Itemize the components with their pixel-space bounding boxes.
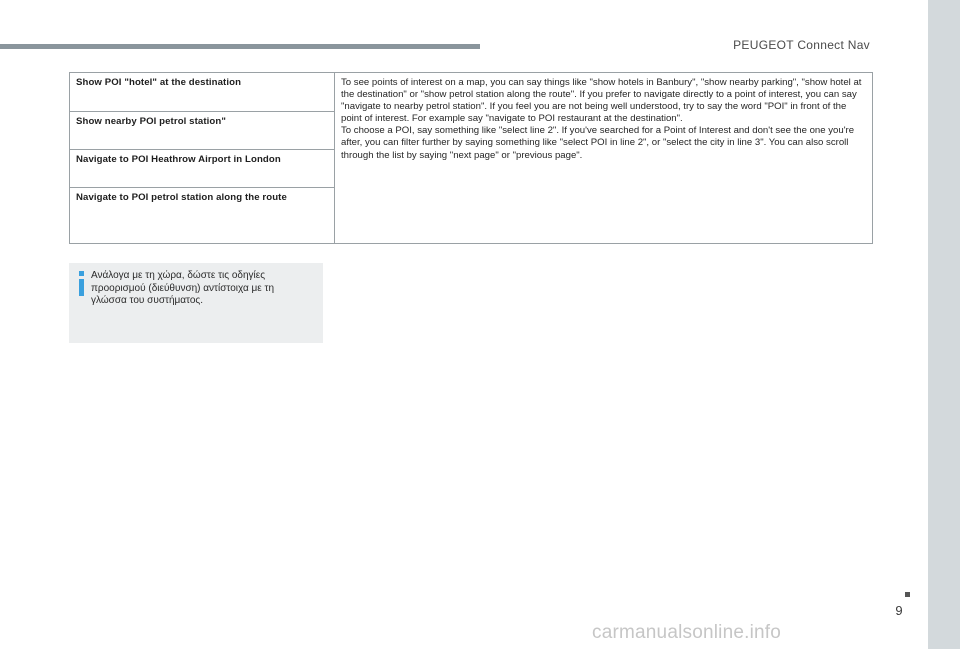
page-marker-icon [905, 592, 910, 597]
table-row [70, 73, 873, 112]
page-header-title: PEUGEOT Connect Nav [733, 38, 870, 52]
voice-commands-table [69, 72, 873, 244]
command-cell: Show POI "hotel" at the destination [70, 73, 335, 112]
description-cell [335, 73, 873, 244]
command-cell: Show nearby POI petrol station" [70, 112, 335, 150]
page-number: 9 [895, 603, 903, 618]
info-note [69, 263, 323, 343]
description-paragraph: To see points of interest on a map, you can say things like "show hotels in Banbury", "show nearby parking", "show hotel at the destination" or "show petrol station along the route". If you prefer to navigate directly to a point of interest, you can say "navigate to nearby petrol station". If you feel you are not being well understood, try to say the word "POI" in front of the point of interest. For example say "navigate to POI restaurant at the destination". [341, 77, 862, 125]
watermark: carmanualsonline.info [592, 622, 782, 643]
info-icon [79, 271, 84, 296]
header-rule [0, 44, 480, 49]
note-text: Ανάλογα με τη χώρα, δώστε τις οδηγίες προορισμού (διεύθυνση) αντίστοιχα με τη γλώσσα του συστήματος. [91, 270, 275, 306]
command-cell: Navigate to POI petrol station along the route [70, 188, 335, 244]
command-cell: Navigate to POI Heathrow Airport in London [70, 150, 335, 188]
side-strip [928, 0, 960, 649]
description-paragraph: To choose a POI, say something like "select line 2". If you've searched for a Point of Interest and don't see the one you're after, you can filter further by saying something like "select POI in line 2", or "select the city in line 3". You can also scroll through the list by saying "next page" or "previous page". [341, 125, 855, 161]
